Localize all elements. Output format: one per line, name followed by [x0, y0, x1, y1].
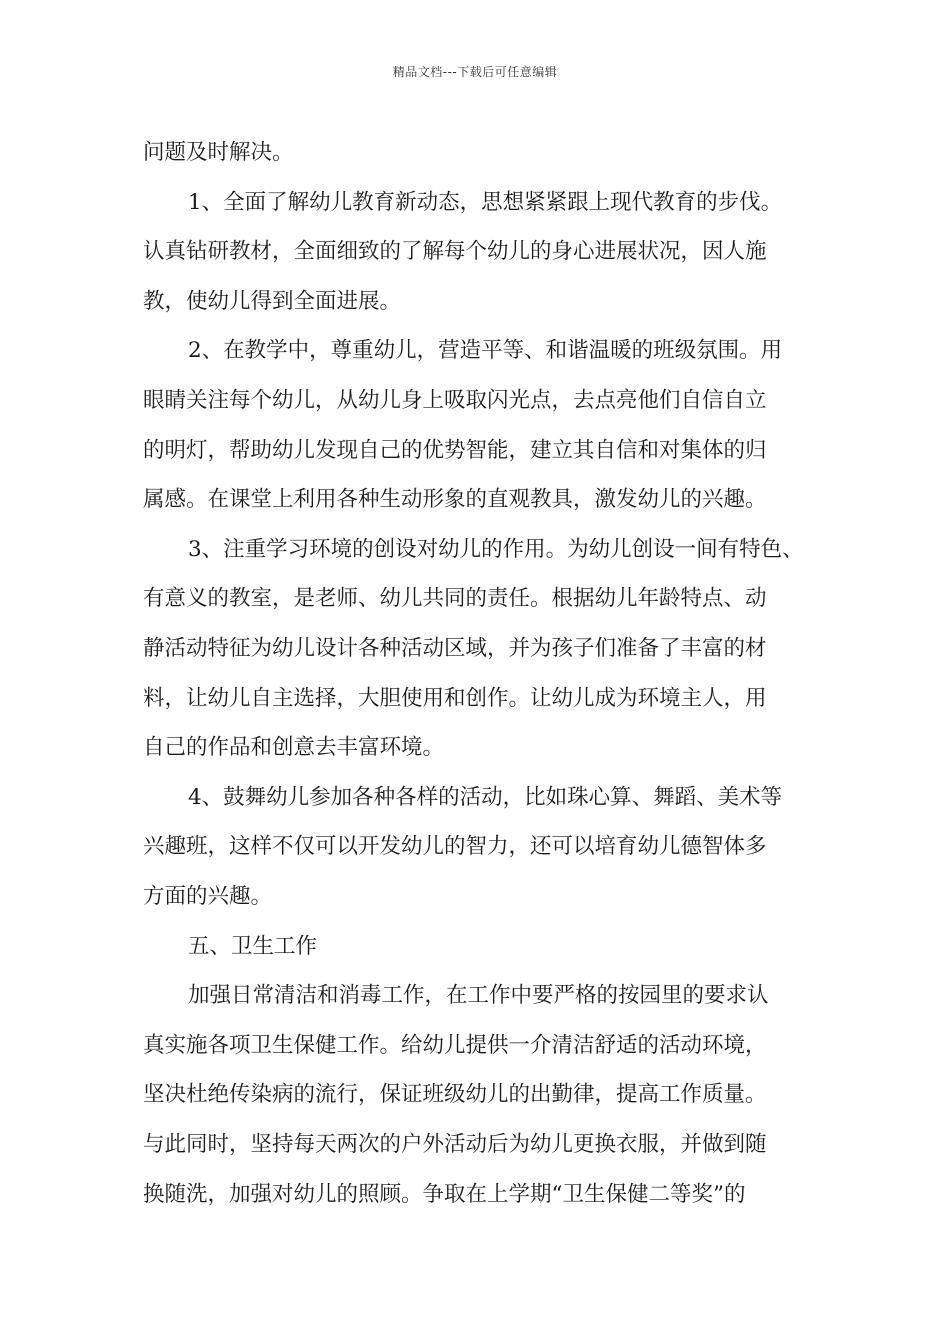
text-line: 兴趣班，这样不仅可以开发幼儿的智力，还可以培育幼儿德智体多	[143, 834, 767, 859]
text-line: 认真钻研教材，全面细致的了解每个幼儿的身心进展状况，因人施	[143, 239, 767, 264]
page-header: 精品文档---下载后可任意编辑	[392, 65, 558, 79]
text-line: 真实施各项卫生保健工作。给幼儿提供一介清洁舒适的活动环境，	[143, 1033, 767, 1058]
text-line: 方面的兴趣。	[143, 884, 273, 909]
text-line: 与此同时，坚持每天两次的户外活动后为幼儿更换衣服，并做到随	[143, 1132, 767, 1157]
text-line: 教，使幼儿得到全面进展。	[143, 289, 402, 314]
text-line: 自己的作品和创意去丰富环境。	[143, 735, 445, 760]
text-line: 眼睛关注每个幼儿，从幼儿身上吸取闪光点，去点亮他们自信自立	[143, 388, 767, 413]
text-line: 3、注重学习环境的创设对幼儿的作用。为幼儿创设一间有特色、	[188, 537, 804, 562]
text-line: 属感。在课堂上利用各种生动形象的直观教具，激发幼儿的兴趣。	[143, 487, 767, 512]
text-line: 4、鼓舞幼儿参加各种各样的活动，比如珠心算、舞蹈、美术等	[188, 785, 783, 810]
text-line: 换随洗，加强对幼儿的照顾。争取在上学期“卫生保健二等奖”的	[143, 1182, 746, 1207]
text-line: 1、全面了解幼儿教育新动态，思想紧紧跟上现代教育的步伐。	[188, 190, 783, 215]
text-line: 的明灯，帮助幼儿发现自己的优势智能，建立其自信和对集体的归	[143, 438, 767, 463]
text-line: 五、卫生工作	[188, 934, 318, 959]
text-line: 加强日常清洁和消毒工作，在工作中要严格的按园里的要求认	[188, 983, 769, 1008]
text-line: 有意义的教室，是老师、幼儿共同的责任。根据幼儿年龄特点、动	[143, 586, 767, 611]
text-line: 2、在教学中，尊重幼儿，营造平等、和谐温暖的班级氛围。用	[188, 338, 783, 363]
text-line: 问题及时解决。	[143, 140, 294, 165]
text-line: 静活动特征为幼儿设计各种活动区域，并为孩子们准备了丰富的材	[143, 636, 767, 661]
text-line: 坚决杜绝传染病的流行，保证班级幼儿的出勤律，提高工作质量。	[143, 1082, 767, 1107]
text-line: 料，让幼儿自主选择，大胆使用和创作。让幼儿成为环境主人，用	[143, 686, 767, 711]
